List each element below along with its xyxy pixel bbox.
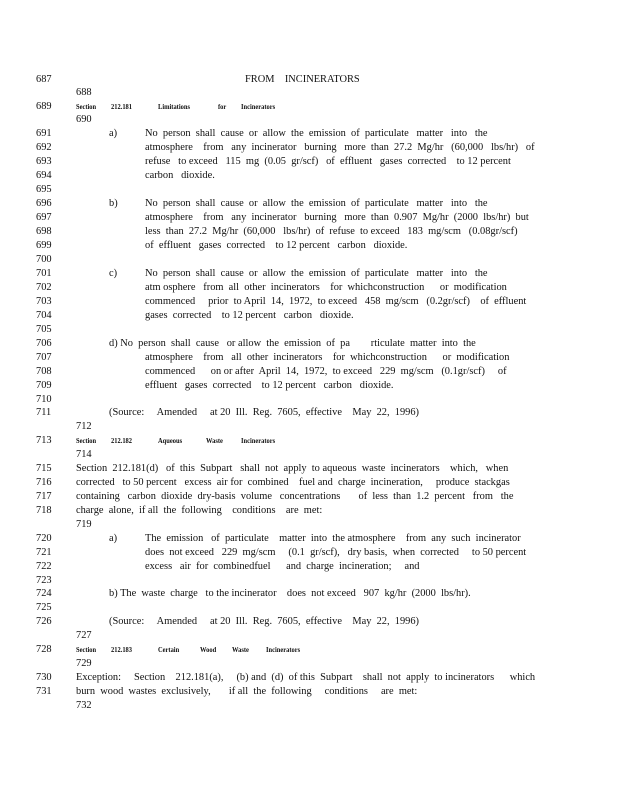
section-title-word: Incinerators xyxy=(241,103,276,111)
line-number: 724 xyxy=(36,588,52,599)
body-text-line: atmosphere from any incinerator burning more than 27.2 Mg/hr (60,000 lbs/hr) of xyxy=(145,142,535,153)
body-text-line: less than 27.2 Mg/hr (60,000 lbs/hr) of refuse to exceed 183 mg/scm (0.08gr/scf) xyxy=(145,226,518,237)
body-text-line: charge alone, if all the following conditions are met: xyxy=(76,505,323,516)
body-text-line: atmosphere from any incinerator burning more than 0.907 Mg/hr (2000 lbs/hr) but xyxy=(145,212,529,223)
line-number: 711 xyxy=(36,407,52,418)
source-note: (Source: Amended at 20 Ill. Reg. 7605, effective May 22, 1996) xyxy=(109,616,420,627)
body-text-line: atm osphere from all other incinerators for whichconstruction or modification xyxy=(145,282,507,293)
line-number: 729 xyxy=(76,658,92,669)
line-number: 693 xyxy=(36,156,52,167)
line-number: 723 xyxy=(36,575,52,586)
body-text-line: corrected to 50 percent excess air for combined fuel and charge incineration, produce stackgas xyxy=(76,477,510,488)
line-number: 732 xyxy=(76,700,92,711)
body-text-line: commenced on or after April 14, 1972, to exceed 229 mg/scm (0.1gr/scf) of xyxy=(145,366,507,377)
body-text-line: excess air for combinedfuel and charge incineration; and xyxy=(145,561,420,572)
body-text-line: commenced prior to April 14, 1972, to exceed 458 mg/scm (0.2gr/scf) of effluent xyxy=(145,296,527,307)
line-number: 699 xyxy=(36,240,52,251)
body-text-line: does not exceed 229 mg/scm (0.1 gr/scf), dry basis, when corrected to 50 percent xyxy=(145,547,527,558)
line-number: 731 xyxy=(36,686,52,697)
line-number: 710 xyxy=(36,394,52,405)
section-number: 212.182 xyxy=(111,437,133,445)
section-title-word: Aqueous xyxy=(158,437,183,445)
body-text-line: Exception: Section 212.181(a), (b) and (d) of this Subpart shall not apply to incinerators which xyxy=(76,672,536,683)
item-label: a) xyxy=(109,128,118,139)
line-number: 726 xyxy=(36,616,52,627)
line-number: 705 xyxy=(36,324,52,335)
section-title-word: Incinerators xyxy=(241,437,276,445)
body-text-line: atmosphere from all other incinerators for whichconstruction or modification xyxy=(145,352,510,363)
line-number: 708 xyxy=(36,366,52,377)
line-number: 698 xyxy=(36,226,52,237)
line-number: 692 xyxy=(36,142,52,153)
line-number: 717 xyxy=(36,491,52,502)
line-number: 721 xyxy=(36,547,52,558)
line-number: 720 xyxy=(36,533,52,544)
line-number: 696 xyxy=(36,198,52,209)
line-number: 695 xyxy=(36,184,52,195)
body-text-line: The emission of particulate matter into the atmosphere from any such incinerator xyxy=(145,533,521,544)
body-text-line: carbon dioxide. xyxy=(145,170,215,181)
body-text-line: burn wood wastes exclusively, if all the following conditions are met: xyxy=(76,686,418,697)
body-text-line: effluent gases corrected to 12 percent carbon dioxide. xyxy=(145,380,394,391)
section-title-word: Waste xyxy=(232,646,249,654)
source-note: (Source: Amended at 20 Ill. Reg. 7605, effective May 22, 1996) xyxy=(109,407,420,418)
body-text-line: No person shall cause or allow the emission of particulate matter into the xyxy=(145,198,488,209)
line-number: 709 xyxy=(36,380,52,391)
line-number: 730 xyxy=(36,672,52,683)
page-heading: FROM INCINERATORS xyxy=(245,74,360,85)
line-number: 713 xyxy=(36,435,52,446)
line-number: 719 xyxy=(76,519,92,530)
item-label: a) xyxy=(109,533,118,544)
section-label: Section xyxy=(76,646,97,654)
section-title-word: Waste xyxy=(206,437,223,445)
section-title-word: Incinerators xyxy=(266,646,301,654)
line-number: 707 xyxy=(36,352,52,363)
body-text-line: b) The waste charge to the incinerator does not exceed 907 kg/hr (2000 lbs/hr). xyxy=(109,588,471,599)
body-text-line: refuse to exceed 115 mg (0.05 gr/scf) of effluent gases corrected to 12 percent xyxy=(145,156,511,167)
line-number: 704 xyxy=(36,310,52,321)
line-number: 718 xyxy=(36,505,52,516)
line-number: 722 xyxy=(36,561,52,572)
section-label: Section xyxy=(76,437,97,445)
line-number: 691 xyxy=(36,128,52,139)
body-text-line: containing carbon dioxide dry-basis volume concentrations of less than 1.2 percent from the xyxy=(76,491,514,502)
line-number: 694 xyxy=(36,170,52,181)
section-label: Section xyxy=(76,103,97,111)
body-text-line: gases corrected to 12 percent carbon dioxide. xyxy=(145,310,354,321)
item-label: c) xyxy=(109,268,118,279)
line-number: 712 xyxy=(76,421,92,432)
section-title-word: Limitations xyxy=(158,103,190,111)
section-title-word: Wood xyxy=(200,646,217,654)
line-number: 690 xyxy=(76,114,92,125)
line-number: 697 xyxy=(36,212,52,223)
line-number: 687 xyxy=(36,74,52,85)
body-text-line: No person shall cause or allow the emission of particulate matter into the xyxy=(145,128,488,139)
line-number: 715 xyxy=(36,463,52,474)
section-number: 212.181 xyxy=(111,103,133,111)
line-number: 728 xyxy=(36,644,52,655)
line-number: 706 xyxy=(36,338,52,349)
body-text-line: d) No person shall cause or allow the emission of pa rticulate matter into the xyxy=(109,338,476,349)
body-text-line: Section 212.181(d) of this Subpart shall not apply to aqueous waste incinerators which, when xyxy=(76,463,509,474)
line-number: 700 xyxy=(36,254,52,265)
section-number: 212.183 xyxy=(111,646,133,654)
line-number: 727 xyxy=(76,630,92,641)
line-number: 725 xyxy=(36,602,52,613)
line-number: 689 xyxy=(36,101,52,112)
section-title-word: Certain xyxy=(158,646,180,654)
body-text-line: No person shall cause or allow the emission of particulate matter into the xyxy=(145,268,488,279)
item-label: b) xyxy=(109,198,118,209)
line-number: 701 xyxy=(36,268,52,279)
line-number: 714 xyxy=(76,449,92,460)
line-number: 716 xyxy=(36,477,52,488)
line-number: 703 xyxy=(36,296,52,307)
body-text-line: of effluent gases corrected to 12 percent carbon dioxide. xyxy=(145,240,408,251)
line-number: 688 xyxy=(76,87,92,98)
line-number: 702 xyxy=(36,282,52,293)
section-title-word: for xyxy=(218,103,227,111)
